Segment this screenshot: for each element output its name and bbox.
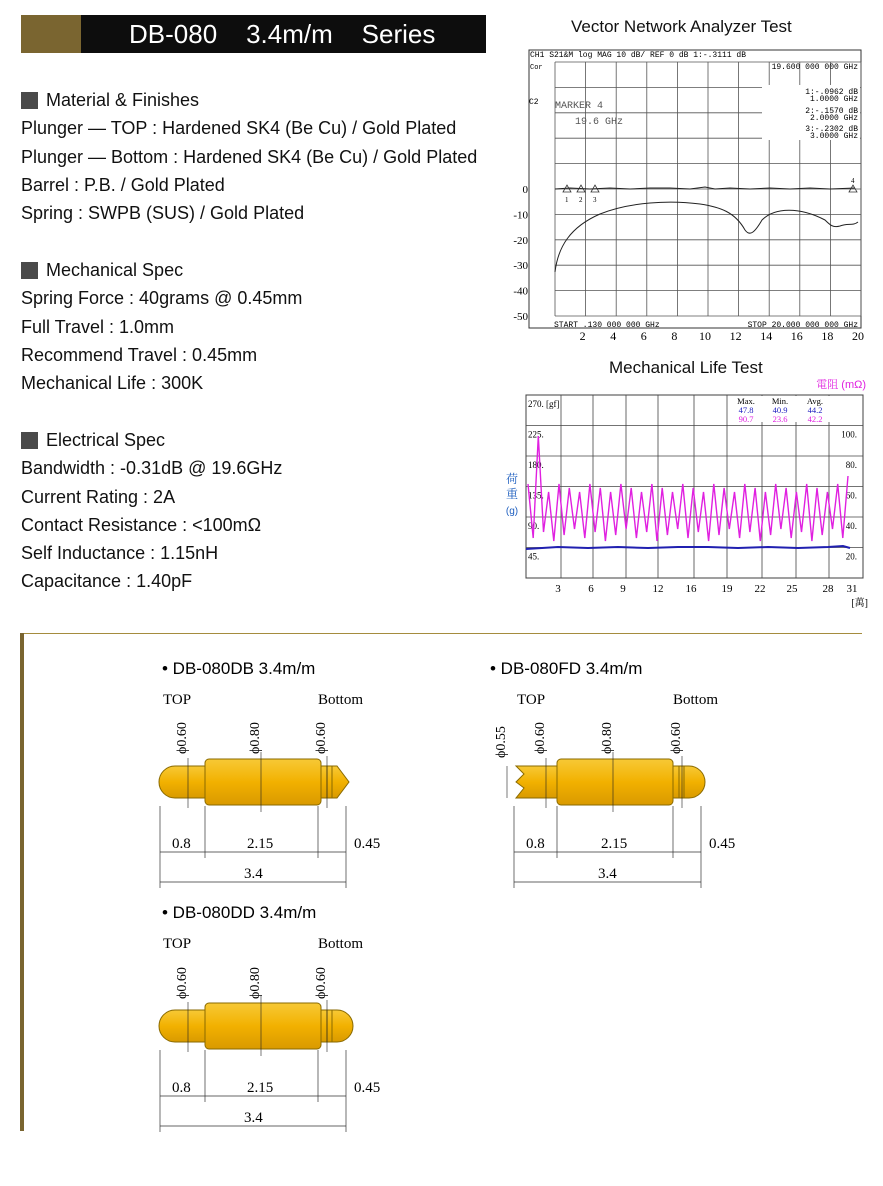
- vna-xtick-label: 2: [579, 329, 586, 343]
- force-trace: [528, 436, 848, 541]
- vna-xtick-label: 8: [671, 329, 678, 343]
- vna-cor: Cor: [530, 64, 543, 72]
- vna-m1a: 1:-.0962 dB: [805, 88, 858, 97]
- vna-chart: [500, 42, 870, 347]
- load-label-1: 荷: [505, 472, 519, 486]
- probe-dd-l2: 2.15: [247, 1080, 274, 1096]
- square-bullet-icon: [21, 262, 38, 279]
- life-xtick-label: 16: [685, 583, 697, 595]
- probe-fd-top: TOP: [517, 692, 546, 708]
- vna-m1b: 1.0000 GHz: [809, 95, 858, 104]
- spec-line: Contact Resistance : <100mΩ: [21, 514, 262, 535]
- load-label-3: (g): [505, 506, 519, 517]
- probe-fd-l2: 2.15: [601, 836, 628, 852]
- probe-dd-d3: ϕ0.60: [314, 967, 329, 999]
- stat-max-blue: 47.8: [738, 405, 754, 415]
- vna-ytick-label: 0: [522, 184, 528, 196]
- probe-fd-bottom: Bottom: [673, 692, 719, 708]
- probe-fd-d2: ϕ0.80: [600, 722, 615, 754]
- vna-xtick-label: 4: [610, 329, 617, 343]
- probe-fd-title: • DB-080FD 3.4m/m: [490, 659, 643, 678]
- vna-ytick-label: -10: [513, 209, 528, 222]
- spec-line: Full Travel : 1.0mm: [21, 316, 175, 337]
- probe-db-l2: 2.15: [247, 836, 274, 852]
- probe-db-d2: ϕ0.80: [248, 722, 263, 754]
- mechanical-title: Mechanical Spec: [46, 260, 184, 280]
- stat-avg-mag: 42.2: [807, 414, 823, 424]
- probe-fd-total: 3.4: [598, 866, 617, 882]
- material-title: Material & Finishes: [46, 90, 200, 110]
- life-xtick-label: 9: [620, 583, 626, 595]
- life-xtick-label: 22: [754, 583, 766, 595]
- spec-line: Mechanical Life : 300K: [21, 373, 204, 394]
- probe-fd-d3: ϕ0.60: [669, 722, 684, 754]
- probe-fd-d0: ϕ0.55: [494, 726, 509, 758]
- vna-ytick-label: -40: [513, 285, 528, 298]
- series-title-bar: [21, 15, 486, 53]
- probe-dd-l3: 0.45: [354, 1080, 381, 1096]
- stat-max-head: Max.: [737, 396, 755, 406]
- spec-line: Plunger — Bottom : Hardened SK4 (Be Cu) / Gold Plated: [21, 146, 478, 167]
- life-left-tick: 90.: [528, 521, 540, 531]
- life-xtick-label: 6: [588, 583, 594, 595]
- model-name: DB-080: [129, 19, 218, 49]
- model-size: 3.4m/m: [246, 19, 333, 49]
- svg-text:2: 2: [579, 196, 583, 204]
- square-bullet-icon: [21, 432, 38, 449]
- spec-line: Barrel : P.B. / Gold Plated: [21, 174, 225, 195]
- square-bullet-icon: [21, 92, 38, 109]
- vna-marker-freq: 19.6 GHz: [575, 117, 624, 128]
- vna-stop-label: STOP 20.000 000 000 GHz: [747, 321, 858, 330]
- probe-db-top: TOP: [163, 692, 192, 708]
- series-label: Series: [361, 19, 436, 49]
- spec-line: Current Rating : 2A: [21, 486, 176, 507]
- probe-fd: [490, 659, 735, 888]
- life-right-tick: 100.: [841, 429, 857, 440]
- vna-m3b: 3.0000 GHz: [809, 132, 858, 141]
- vna-xtick-label: 10: [699, 329, 711, 343]
- vna-xtick-label: 6: [640, 329, 647, 343]
- spec-line: Spring : SWPB (SUS) / Gold Plated: [21, 203, 305, 224]
- vna-ytick-label: -50: [513, 311, 528, 323]
- probe-dd-top: TOP: [163, 936, 192, 952]
- life-chart-title: Mechanical Life Test: [609, 358, 763, 377]
- vna-ytick-label: -20: [513, 234, 528, 247]
- probe-db-title: • DB-080DB 3.4m/m: [162, 659, 316, 678]
- stat-avg-blue: 44.2: [807, 405, 823, 415]
- probe-dd: [159, 903, 380, 1132]
- resistance-trace: [526, 546, 850, 549]
- spec-line: Recommend Travel : 0.45mm: [21, 344, 258, 365]
- spec-line: Capacitance : 1.40pF: [21, 571, 193, 592]
- life-xtick-label: 25: [786, 583, 798, 595]
- life-xtick-label: 19: [721, 583, 733, 595]
- probe-dd-d2: ϕ0.80: [248, 967, 263, 999]
- vna-start-label: START .130 000 000 GHz: [554, 321, 660, 330]
- probe-db-total: 3.4: [244, 866, 263, 882]
- probe-fd-l3: 0.45: [709, 836, 736, 852]
- electrical-section: [21, 426, 282, 596]
- life-left-tick: 270. [gf]: [528, 399, 560, 409]
- vna-chart-title: Vector Network Analyzer Test: [571, 17, 792, 36]
- svg-text:4: 4: [851, 177, 855, 185]
- stat-avg-head: Avg.: [806, 396, 824, 406]
- series-title: [81, 15, 486, 53]
- life-right-tick: 80.: [845, 460, 857, 470]
- life-xtick-label: 3: [555, 583, 561, 595]
- probe-db-l3: 0.45: [354, 836, 381, 852]
- life-left-tick: 225.: [528, 429, 544, 440]
- probe-dd-title: • DB-080DD 3.4m/m: [162, 903, 317, 922]
- vna-xtick-label: 12: [729, 329, 742, 343]
- life-left-tick: 135.: [528, 490, 544, 501]
- spec-line: Plunger — TOP : Hardened SK4 (Be Cu) / Gold Plated: [21, 118, 457, 139]
- life-xtick-label: 28: [822, 583, 834, 595]
- vna-ytick-label: -30: [513, 260, 528, 273]
- probe-db-l1: 0.8: [172, 836, 191, 852]
- life-xtick-label: 31: [846, 583, 858, 595]
- stat-min-head: Min.: [771, 396, 789, 406]
- vna-m2b: 2.0000 GHz: [809, 114, 858, 123]
- life-left-tick: 180.: [528, 460, 544, 470]
- material-section: [21, 86, 477, 227]
- vna-m2a: 2:-.1570 dB: [805, 107, 858, 116]
- load-label-2: 重: [505, 487, 519, 501]
- stat-min-mag: 23.6: [772, 414, 788, 424]
- vna-xtick-label: 14: [760, 329, 773, 343]
- vna-xtick-label: 20: [852, 329, 864, 343]
- vna-m3a: 3:-.2302 dB: [805, 125, 858, 134]
- mechanical-section: [21, 256, 302, 397]
- electrical-title: Electrical Spec: [46, 430, 166, 450]
- spec-line: Self Inductance : 1.15nH: [21, 543, 219, 564]
- probe-dd-d1: ϕ0.60: [175, 967, 190, 999]
- vna-header-line: CH1 S21&M log MAG 10 dB/ REF 0 dB 1:-.3111 dB: [530, 51, 747, 60]
- vna-marker-label: MARKER 4: [555, 101, 604, 112]
- spec-line: Spring Force : 40grams @ 0.45mm: [21, 288, 303, 309]
- probe-db-d1: ϕ0.60: [175, 722, 190, 754]
- life-xtick-label: 12: [652, 583, 664, 595]
- stat-min-blue: 40.9: [772, 405, 788, 415]
- probe-db-bottom: Bottom: [318, 692, 364, 708]
- probe-db-d3: ϕ0.60: [314, 722, 329, 754]
- vna-xtick-label: 18: [821, 329, 834, 343]
- vna-c2: C2: [529, 98, 539, 107]
- life-right-tick: 60.: [845, 490, 857, 501]
- probe-dd-l1: 0.8: [172, 1080, 191, 1096]
- resistance-label: 電阻 (mΩ): [816, 379, 866, 391]
- probe-fd-l1: 0.8: [526, 836, 545, 852]
- unit-label: [萬]: [851, 598, 868, 609]
- probe-drawings: [0, 626, 883, 1186]
- life-chart: [498, 376, 878, 616]
- svg-text:3: 3: [593, 196, 597, 204]
- vna-xtick-label: 16: [790, 329, 803, 343]
- vna-s11-trace: [555, 202, 858, 272]
- vna-freq-line: 19.600 000 000 GHz: [771, 63, 858, 72]
- probe-dd-total: 3.4: [244, 1110, 263, 1126]
- svg-text:1: 1: [565, 196, 569, 204]
- stat-max-mag: 90.7: [738, 414, 754, 424]
- probe-db: [159, 659, 380, 888]
- spec-line: Bandwidth : -0.31dB @ 19.6GHz: [21, 458, 283, 479]
- life-left-tick: 45.: [528, 551, 540, 562]
- life-right-tick: 40.: [845, 521, 857, 531]
- probe-dd-bottom: Bottom: [318, 936, 364, 952]
- life-right-tick: 20.: [845, 551, 857, 562]
- probe-fd-d1: ϕ0.60: [533, 722, 548, 754]
